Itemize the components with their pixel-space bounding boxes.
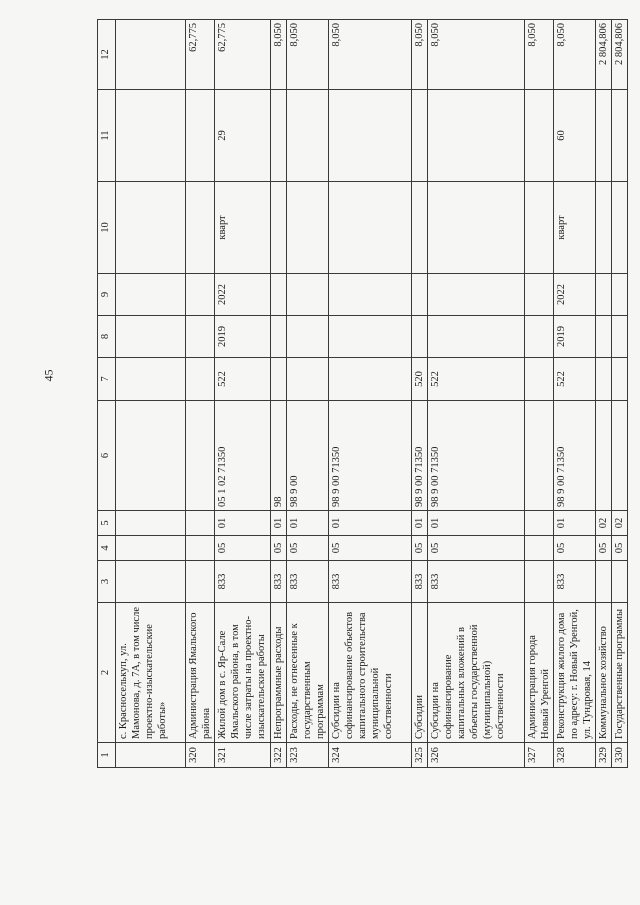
cell-capacity: [525, 90, 554, 182]
cell-end-year: [612, 274, 628, 316]
cell-row-number: 325: [412, 743, 428, 768]
cell-subsection: [186, 511, 215, 536]
column-header-1: 1: [98, 743, 116, 768]
cell-unit: [329, 182, 412, 274]
cell-start-year: 2019: [554, 316, 596, 358]
cell-amount: 8,050: [271, 20, 287, 90]
cell-gr-code: 833: [271, 561, 287, 603]
cell-capacity: 29: [215, 90, 271, 182]
cell-expense-type: [525, 358, 554, 401]
cell-section: 05: [215, 536, 271, 561]
cell-description: Государственные программы: [612, 603, 628, 743]
cell-end-year: [525, 274, 554, 316]
table-row: [412, 20, 428, 768]
cell-end-year: 2022: [554, 274, 596, 316]
cell-capacity: [412, 90, 428, 182]
cell-unit: [612, 182, 628, 274]
cell-unit: [116, 182, 186, 274]
cell-end-year: [116, 274, 186, 316]
cell-expense-type: [287, 358, 329, 401]
column-header-5: 5: [98, 511, 116, 536]
cell-section: [186, 536, 215, 561]
cell-description: Субсидии на софинансирование объектов капитального строительства муниципальной собственности: [329, 603, 412, 743]
cell-capacity: [329, 90, 412, 182]
column-header-11: 11: [98, 90, 116, 182]
cell-start-year: [271, 316, 287, 358]
cell-section: [525, 536, 554, 561]
cell-gr-code: [186, 561, 215, 603]
cell-amount: 62,775: [186, 20, 215, 90]
cell-capacity: [428, 90, 525, 182]
cell-gr-code: [116, 561, 186, 603]
cell-expense-type: [186, 358, 215, 401]
cell-amount: 62,775: [215, 20, 271, 90]
cell-target-article: [116, 401, 186, 511]
cell-description: Субсидии на софинансирование капитальных вложений в объекты государственной (муниципальной) собственности: [428, 603, 525, 743]
cell-description: Администрация Ямальского района: [186, 603, 215, 743]
cell-subsection: [116, 511, 186, 536]
table-row: [428, 20, 525, 768]
cell-start-year: [329, 316, 412, 358]
cell-capacity: 60: [554, 90, 596, 182]
cell-start-year: [287, 316, 329, 358]
cell-expense-type: 520: [412, 358, 428, 401]
cell-amount: 2 804,806: [596, 20, 612, 90]
cell-unit: кварт: [554, 182, 596, 274]
cell-section: 05: [329, 536, 412, 561]
cell-section: 05: [287, 536, 329, 561]
cell-subsection: [525, 511, 554, 536]
cell-amount: 8,050: [428, 20, 525, 90]
cell-expense-type: 522: [215, 358, 271, 401]
cell-unit: [271, 182, 287, 274]
cell-subsection: 01: [329, 511, 412, 536]
cell-row-number: 321: [215, 743, 271, 768]
column-header-10: 10: [98, 182, 116, 274]
cell-end-year: [186, 274, 215, 316]
cell-target-article: 98 9 00: [287, 401, 329, 511]
cell-subsection: 02: [612, 511, 628, 536]
table-row: [525, 20, 554, 768]
column-header-9: 9: [98, 274, 116, 316]
cell-target-article: 98 9 00 71350: [329, 401, 412, 511]
cell-gr-code: 833: [554, 561, 596, 603]
cell-unit: [186, 182, 215, 274]
column-header-3: 3: [98, 561, 116, 603]
cell-row-number: 320: [186, 743, 215, 768]
column-header-6: 6: [98, 401, 116, 511]
budget-table: [97, 19, 628, 768]
cell-subsection: 01: [215, 511, 271, 536]
cell-row-number: 322: [271, 743, 287, 768]
cell-capacity: [186, 90, 215, 182]
table-row: [554, 20, 596, 768]
table-body: [116, 20, 628, 768]
cell-target-article: 98 9 00 71350: [412, 401, 428, 511]
cell-row-number: 326: [428, 743, 525, 768]
cell-capacity: [287, 90, 329, 182]
cell-row-number: [116, 743, 186, 768]
table-row: [612, 20, 628, 768]
cell-description: Реконструкция жилого дома по адресу: г. Новый Уренгой, ул. Тундровая, 14: [554, 603, 596, 743]
cell-amount: 8,050: [554, 20, 596, 90]
table-row: [287, 20, 329, 768]
cell-expense-type: [116, 358, 186, 401]
cell-gr-code: 833: [329, 561, 412, 603]
cell-row-number: 329: [596, 743, 612, 768]
cell-subsection: 01: [287, 511, 329, 536]
cell-subsection: 01: [428, 511, 525, 536]
cell-subsection: 01: [412, 511, 428, 536]
cell-unit: [287, 182, 329, 274]
cell-target-article: [525, 401, 554, 511]
table-row: [329, 20, 412, 768]
cell-subsection: 02: [596, 511, 612, 536]
cell-capacity: [271, 90, 287, 182]
table-row: [271, 20, 287, 768]
cell-amount: [116, 20, 186, 90]
cell-expense-type: 522: [428, 358, 525, 401]
cell-target-article: 98 9 00 71350: [428, 401, 525, 511]
cell-subsection: 01: [554, 511, 596, 536]
cell-start-year: [186, 316, 215, 358]
cell-row-number: 328: [554, 743, 596, 768]
rotated-document: [97, 20, 625, 768]
table-rotation-frame: [97, 20, 625, 768]
cell-description: Коммунальное хозяйство: [596, 603, 612, 743]
cell-amount: 2 804,806: [612, 20, 628, 90]
column-header-12: 12: [98, 20, 116, 90]
cell-gr-code: 833: [412, 561, 428, 603]
cell-end-year: [596, 274, 612, 316]
cell-expense-type: [271, 358, 287, 401]
cell-row-number: 323: [287, 743, 329, 768]
cell-end-year: [329, 274, 412, 316]
cell-unit: [525, 182, 554, 274]
cell-row-number: 324: [329, 743, 412, 768]
table-row: [215, 20, 271, 768]
cell-description: Субсидии: [412, 603, 428, 743]
column-header-7: 7: [98, 358, 116, 401]
cell-description: с. Красноселькуп, ул. Мамонова, д. 7А, в том числе проектно-изыскательские работы»: [116, 603, 186, 743]
cell-section: [116, 536, 186, 561]
cell-start-year: [428, 316, 525, 358]
cell-section: 05: [554, 536, 596, 561]
column-header-4: 4: [98, 536, 116, 561]
cell-section: 05: [412, 536, 428, 561]
cell-target-article: 98: [271, 401, 287, 511]
cell-gr-code: [612, 561, 628, 603]
cell-description: Непрограммные расходы: [271, 603, 287, 743]
cell-section: 05: [612, 536, 628, 561]
cell-end-year: 2022: [215, 274, 271, 316]
cell-description: Жилой дом в с. Яр-Сале Ямальского района, в том числе затраты на проектно-изыскательские работы: [215, 603, 271, 743]
table-row: [186, 20, 215, 768]
cell-start-year: [596, 316, 612, 358]
cell-end-year: [287, 274, 329, 316]
cell-expense-type: [596, 358, 612, 401]
cell-unit: кварт: [215, 182, 271, 274]
cell-amount: 8,050: [525, 20, 554, 90]
cell-gr-code: [596, 561, 612, 603]
cell-start-year: [412, 316, 428, 358]
cell-unit: [412, 182, 428, 274]
cell-capacity: [596, 90, 612, 182]
column-header-8: 8: [98, 316, 116, 358]
cell-gr-code: [525, 561, 554, 603]
cell-end-year: [412, 274, 428, 316]
cell-expense-type: [612, 358, 628, 401]
header-row: [98, 20, 116, 768]
cell-unit: [428, 182, 525, 274]
cell-end-year: [428, 274, 525, 316]
cell-subsection: 01: [271, 511, 287, 536]
cell-gr-code: 833: [215, 561, 271, 603]
cell-description: Расходы, не отнесенные к государственным программам: [287, 603, 329, 743]
cell-target-article: [596, 401, 612, 511]
cell-gr-code: 833: [287, 561, 329, 603]
cell-row-number: 327: [525, 743, 554, 768]
cell-capacity: [116, 90, 186, 182]
cell-row-number: 330: [612, 743, 628, 768]
cell-target-article: [612, 401, 628, 511]
cell-end-year: [271, 274, 287, 316]
page-number: 45: [41, 369, 56, 382]
cell-unit: [596, 182, 612, 274]
cell-target-article: [186, 401, 215, 511]
column-header-2: 2: [98, 603, 116, 743]
cell-amount: 8,050: [287, 20, 329, 90]
cell-target-article: 98 9 00 71350: [554, 401, 596, 511]
cell-expense-type: [329, 358, 412, 401]
cell-target-article: 05 1 02 71350: [215, 401, 271, 511]
cell-description: Администрация города Новый Уренгой: [525, 603, 554, 743]
cell-amount: 8,050: [329, 20, 412, 90]
cell-gr-code: 833: [428, 561, 525, 603]
cell-expense-type: 522: [554, 358, 596, 401]
cell-section: 05: [271, 536, 287, 561]
cell-section: 05: [428, 536, 525, 561]
cell-amount: 8,050: [412, 20, 428, 90]
cell-start-year: [116, 316, 186, 358]
cell-section: 05: [596, 536, 612, 561]
cell-start-year: [612, 316, 628, 358]
cell-start-year: [525, 316, 554, 358]
table-row: [116, 20, 186, 768]
cell-start-year: 2019: [215, 316, 271, 358]
table-row: [596, 20, 612, 768]
cell-capacity: [612, 90, 628, 182]
